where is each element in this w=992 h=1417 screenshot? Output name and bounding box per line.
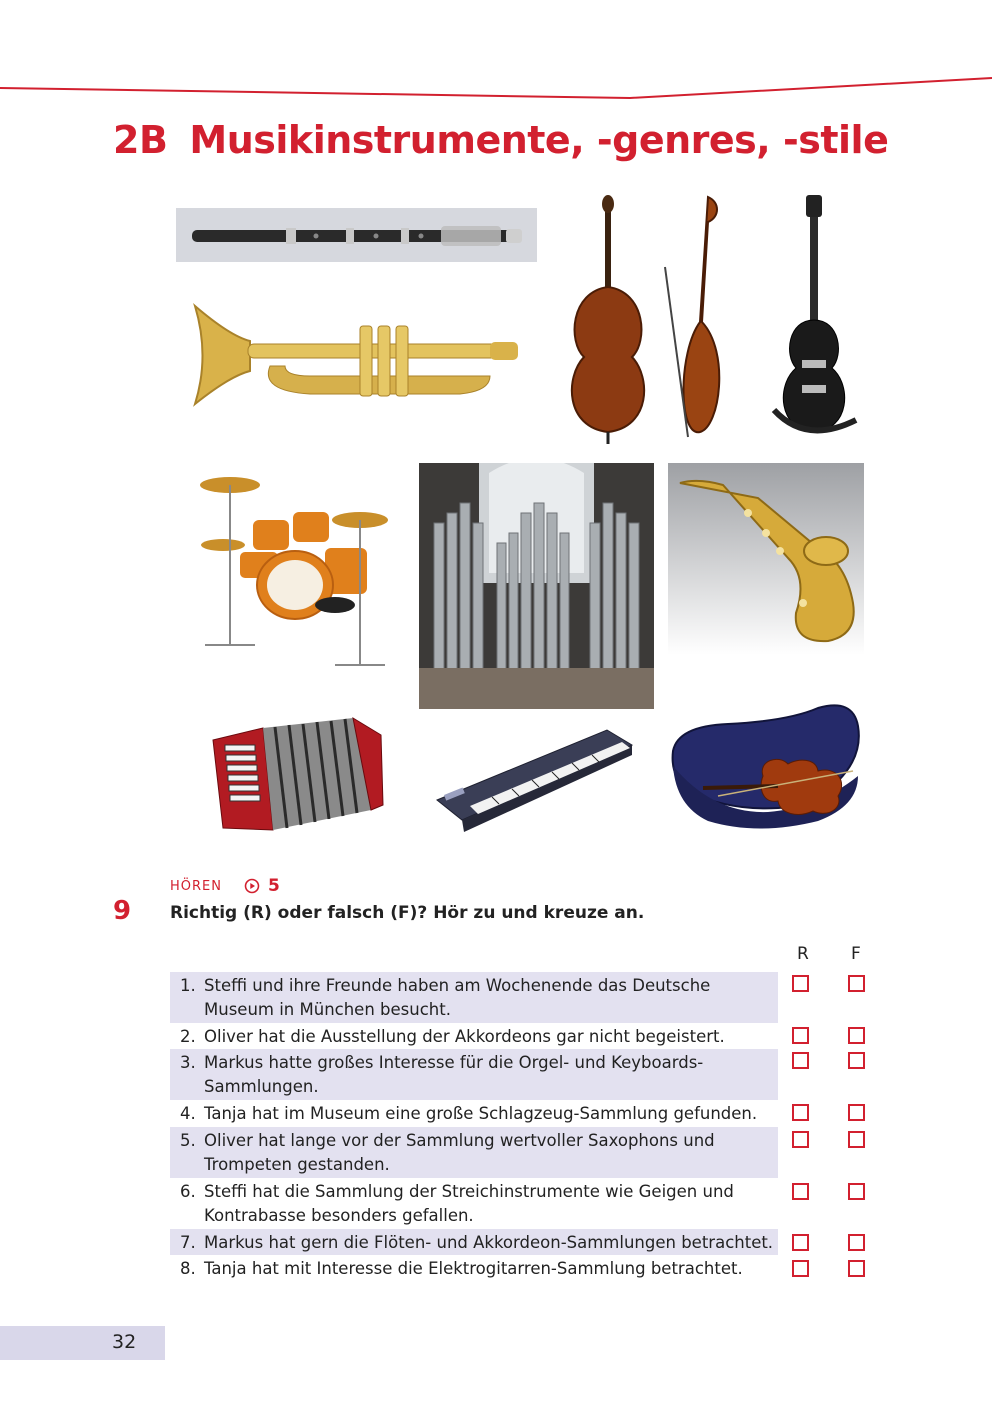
checkbox-r-5[interactable] (792, 1131, 809, 1148)
header-rule (0, 0, 992, 110)
statement-number: 6. (180, 1182, 196, 1201)
keyboard-image (432, 720, 637, 840)
statement-8 (170, 1255, 778, 1282)
statement-text: Steffi und ihre Freunde haben am Wochenende das Deutsche Museum in München besucht. (204, 976, 711, 1019)
saxophone-image (668, 463, 864, 655)
checkbox-r-7[interactable] (792, 1234, 809, 1251)
trumpet-image (190, 296, 520, 411)
statement-number: 8. (180, 1259, 196, 1278)
statement-text: Tanja hat im Museum eine große Schlagzeug-Sammlung gefunden. (204, 1104, 758, 1123)
exercise-skill-row (170, 876, 280, 896)
exercise-instruction: Richtig (R) oder falsch (F)? Hör zu und kreuze an. (170, 903, 645, 923)
electric-guitar-image (766, 190, 862, 445)
page-number: 32 (112, 1331, 137, 1353)
statement-number: 4. (180, 1104, 196, 1123)
statement-number: 5. (180, 1131, 196, 1150)
column-header-r: R (797, 944, 809, 964)
checkbox-f-7[interactable] (848, 1234, 865, 1251)
statement-2 (170, 1023, 778, 1049)
flute-image (176, 208, 537, 262)
checkbox-f-6[interactable] (848, 1183, 865, 1200)
statement-text: Oliver hat lange vor der Sammlung wertvoller Saxophons und Trompeten gestanden. (204, 1131, 715, 1174)
double-bass-image (560, 192, 730, 447)
checkbox-r-8[interactable] (792, 1260, 809, 1277)
statement-4 (170, 1100, 778, 1127)
statement-7 (170, 1229, 778, 1255)
pipe-organ-image (419, 463, 654, 709)
drum-kit-image (185, 470, 395, 675)
statement-1 (170, 972, 778, 1023)
accordion-image (203, 710, 385, 835)
exercise-number: 9 (113, 896, 132, 926)
checkbox-r-2[interactable] (792, 1027, 809, 1044)
statement-5 (170, 1127, 778, 1178)
statement-text: Markus hat gern die Flöten- und Akkordeon-Sammlungen betrachtet. (204, 1233, 774, 1252)
checkbox-f-2[interactable] (848, 1027, 865, 1044)
statement-6 (170, 1178, 778, 1229)
checkbox-r-4[interactable] (792, 1104, 809, 1121)
statement-text: Tanja hat mit Interesse die Elektrogitarren-Sammlung betrachtet. (204, 1259, 743, 1278)
page-number-tab (0, 1326, 165, 1360)
statement-text: Steffi hat die Sammlung der Streichinstrumente wie Geigen und Kontrabasse besonders gefallen. (204, 1182, 734, 1225)
checkbox-r-6[interactable] (792, 1183, 809, 1200)
checkbox-f-4[interactable] (848, 1104, 865, 1121)
statement-list (170, 972, 778, 1282)
column-header-f: F (851, 944, 861, 964)
checkbox-f-5[interactable] (848, 1131, 865, 1148)
section-code: 2B (113, 118, 168, 162)
statement-text: Markus hatte großes Interesse für die Orgel- und Keyboards-Sammlungen. (204, 1053, 704, 1096)
play-circle-icon[interactable] (244, 878, 260, 894)
statement-3 (170, 1049, 778, 1100)
page-title (113, 118, 888, 162)
statement-number: 3. (180, 1053, 196, 1072)
statement-number: 7. (180, 1233, 196, 1252)
checkbox-r-3[interactable] (792, 1052, 809, 1069)
section-title: Musikinstrumente, -genres, -stile (189, 118, 889, 162)
checkbox-f-1[interactable] (848, 975, 865, 992)
track-number: 5 (267, 876, 280, 896)
statement-number: 1. (180, 976, 196, 995)
checkbox-f-3[interactable] (848, 1052, 865, 1069)
statement-number: 2. (180, 1027, 196, 1046)
checkbox-f-8[interactable] (848, 1260, 865, 1277)
skill-label: HÖREN (170, 878, 222, 894)
checkbox-r-1[interactable] (792, 975, 809, 992)
statement-text: Oliver hat die Ausstellung der Akkordeons gar nicht begeistert. (204, 1027, 725, 1046)
violin-in-case-image (668, 696, 864, 836)
